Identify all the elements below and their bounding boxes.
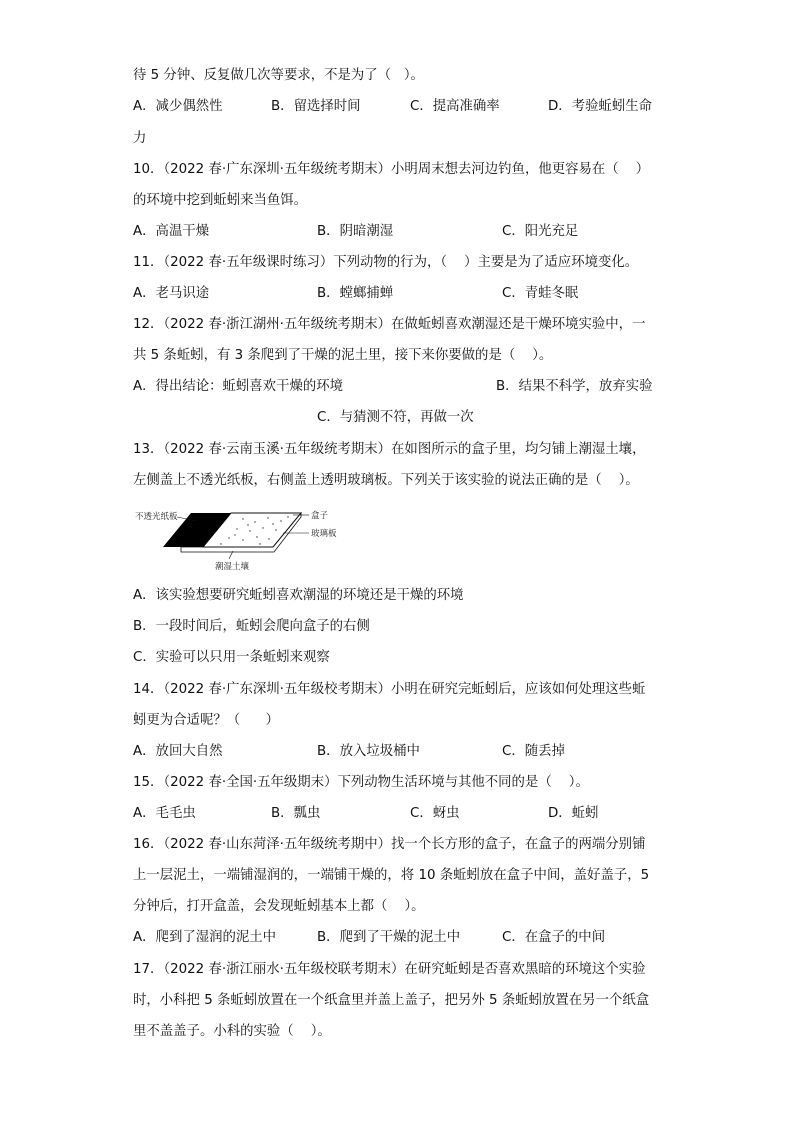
q13-stem-line2: 左侧盖上不透光纸板，右侧盖上透明玻璃板。下列关于该实验的说法正确的是（ ）。 — [133, 473, 639, 488]
q13-box-figure — [133, 507, 363, 573]
q10-stem-line2: 的环境中挖到蚯蚓来当鱼饵。 — [133, 193, 308, 208]
q16-stem-line3: 分钟后，打开盒盖，会发现蚯蚓基本上都（ ）。 — [133, 899, 425, 914]
q9-option-c[interactable]: C．提高准确率 — [410, 99, 500, 114]
q14-stem-line2: 蚓更为合适呢？（ ） — [133, 713, 280, 728]
q12-option-b[interactable]: B．结果不科学，放弃实验 — [496, 379, 653, 394]
q14-options — [133, 742, 663, 762]
q12-option-a[interactable]: A．得出结论：蚯蚓喜欢干燥的环境 — [133, 379, 344, 394]
q16-option-b[interactable]: B．爬到了干燥的泥土中 — [317, 930, 461, 945]
q9-option-b[interactable]: B．留选择时间 — [271, 99, 361, 114]
q13-option-c[interactable]: C．实验可以只用一条蚯蚓来观察 — [133, 650, 330, 665]
q11-options — [133, 284, 663, 304]
q12-options-row2 — [133, 408, 663, 428]
q12-stem-line1: 12．（2022 春·浙江湖州·五年级统考期末）在做蚯蚓喜欢潮湿还是干燥环境实验中，一 — [133, 317, 646, 332]
box-diagram — [133, 507, 363, 573]
q12-stem-line2: 共 5 条蚯蚓，有 3 条爬到了干燥的泥土里，接下来你要做的是（ ）。 — [133, 348, 553, 363]
q10-option-b[interactable]: B．阴暗潮湿 — [317, 224, 394, 239]
q9-option-a[interactable]: A．减少偶然性 — [133, 99, 223, 114]
q17-stem-line1: 17．（2022 春·浙江丽水·五年级校联考期末）在研究蚯蚓是否喜欢黑暗的环境这个实验 — [133, 962, 646, 977]
q12-options-row1 — [133, 377, 663, 397]
q11-stem-line1: 11．（2022 春·五年级课时练习）下列动物的行为，（ ）主要是为了适应环境变化。 — [133, 255, 639, 270]
q17-stem-line3: 里不盖盖子。小科的实验（ ）。 — [133, 1024, 331, 1039]
q9-option-d-wrap: 力 — [133, 131, 147, 146]
q10-stem-line1: 10．（2022 春·广东深圳·五年级统考期末）小明周末想去河边钓鱼，他更容易在（ ） — [133, 162, 650, 177]
q15-option-c[interactable]: C．蚜虫 — [410, 806, 460, 821]
q11-option-b[interactable]: B．螳螂捕蝉 — [317, 286, 394, 301]
q13-stem-line1: 13．（2022 春·云南玉溪·五年级统考期末）在如图所示的盒子里，均匀铺上潮湿土壤， — [133, 442, 646, 457]
q15-option-b[interactable]: B．瓢虫 — [271, 806, 321, 821]
q11-option-a[interactable]: A．老马识途 — [133, 286, 210, 301]
label-glass: 玻璃板 — [311, 529, 337, 539]
label-box: 盒子 — [311, 511, 329, 521]
q16-option-a[interactable]: A．爬到了湿润的泥土中 — [133, 930, 277, 945]
q9-stem-continuation: 待 5 分钟、反复做几次等要求，不是为了（ ）。 — [133, 68, 424, 83]
q9-option-d[interactable]: D．考验蚯蚓生命 — [548, 99, 653, 114]
q14-option-c[interactable]: C．随丢掉 — [502, 744, 565, 759]
label-soil: 潮湿土壤 — [215, 562, 250, 572]
q14-option-b[interactable]: B．放入垃圾桶中 — [317, 744, 420, 759]
q16-options — [133, 928, 663, 948]
label-opaque-board: 不透光纸板 — [135, 512, 178, 522]
q10-options — [133, 222, 663, 242]
q13-option-a[interactable]: A．该实验想要研究蚯蚓喜欢潮湿的环境还是干燥的环境 — [133, 588, 464, 603]
q16-stem-line1: 16．（2022 春·山东菏泽·五年级统考期中）找一个长方形的盒子，在盒子的两端分别铺 — [133, 837, 646, 852]
q14-stem-line1: 14．（2022 春·广东深圳·五年级校考期末）小明在研究完蚯蚓后，应该如何处理这些蚯 — [133, 682, 646, 697]
q15-stem-line1: 15．（2022 春·全国·五年级期末）下列动物生活环境与其他不同的是（ ）。 — [133, 775, 589, 790]
q13-option-b[interactable]: B．一段时间后，蚯蚓会爬向盒子的右侧 — [133, 619, 370, 634]
q17-stem-line2: 时，小科把 5 条蚯蚓放置在一个纸盒里并盖上盖子，把另外 5 条蚯蚓放置在另一个纸盒 — [133, 993, 650, 1008]
q15-option-a[interactable]: A．毛毛虫 — [133, 806, 196, 821]
q16-option-c[interactable]: C．在盒子的中间 — [502, 930, 606, 945]
q10-option-c[interactable]: C．阳光充足 — [502, 224, 579, 239]
q15-option-d[interactable]: D．蚯蚓 — [548, 806, 599, 821]
q14-option-a[interactable]: A．放回大自然 — [133, 744, 223, 759]
q12-option-c[interactable]: C．与猜测不符，再做一次 — [317, 410, 474, 425]
q16-stem-line2: 上一层泥土，一端铺湿润的，一端铺干燥的，将 10 条蚯蚓放在盒子中间，盖好盖子，5 — [133, 868, 650, 883]
q10-option-a[interactable]: A．高温干燥 — [133, 224, 210, 239]
q9-options — [133, 97, 663, 117]
q15-options — [133, 804, 663, 824]
q11-option-c[interactable]: C．青蛙冬眠 — [502, 286, 579, 301]
